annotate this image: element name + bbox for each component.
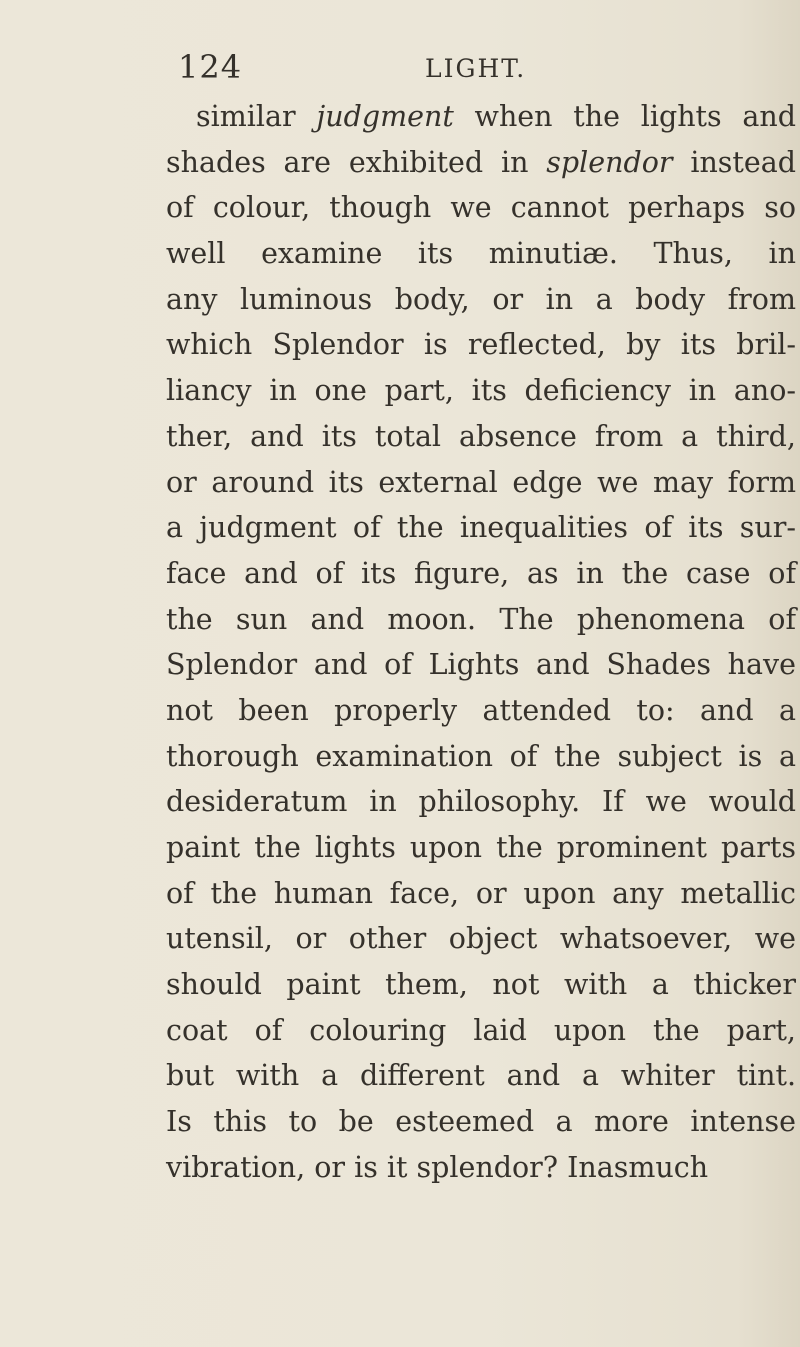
text-line: or around its external edge we may form bbox=[166, 465, 796, 499]
text-line: any luminous body, or in a body from bbox=[166, 282, 796, 316]
text-line: paint the lights upon the prominent parts bbox=[166, 831, 796, 864]
text-line: Splendor and of Lights and Shades have bbox=[166, 648, 796, 682]
text-line: desideratum in philosophy. If we would bbox=[166, 785, 796, 819]
text-line: the sun and moon. The phenomena of bbox=[166, 602, 796, 636]
text-line: Is this to be esteemed a more intense bbox=[166, 1105, 796, 1139]
text-line: should paint them, not with a thicker bbox=[166, 968, 796, 1002]
text-line: utensil, or other object whatsoever, we bbox=[166, 922, 796, 956]
body-text bbox=[166, 94, 796, 1191]
text-line: but with a different and a whiter tint. bbox=[166, 1059, 796, 1093]
italic-word: judgment bbox=[316, 100, 454, 133]
italic-word: splendor bbox=[546, 145, 673, 179]
text-line: well examine its minutiæ. Thus, in bbox=[166, 237, 796, 271]
text-line: not been properly attended to: and a bbox=[166, 693, 796, 727]
text-line: ther, and its total absence from a third, bbox=[166, 419, 796, 453]
text-line: of the human face, or upon any metallic bbox=[166, 876, 796, 910]
page-header bbox=[178, 48, 538, 92]
text-line: coat of colouring laid upon the part, bbox=[166, 1013, 796, 1047]
text-line: which Splendor is reflected, by its bril- bbox=[166, 328, 796, 362]
text-line: vibration, or is it splendor? Inasmuch bbox=[166, 1150, 709, 1184]
running-head: LIGHT. bbox=[425, 54, 527, 83]
text-line: a judgment of the inequalities of its sur- bbox=[166, 511, 796, 545]
text-line: of colour, though we cannot perhaps so bbox=[166, 191, 796, 225]
text-line: thorough examination of the subject is a bbox=[166, 739, 796, 773]
text-line: face and of its figure, as in the case of bbox=[166, 556, 796, 590]
text-line: liancy in one part, its deficiency in ano- bbox=[166, 374, 796, 408]
text-line: similar judgment when the lights and bbox=[196, 100, 797, 133]
text-line: shades are exhibited in splendor instead bbox=[166, 145, 796, 179]
page-number: 124 bbox=[178, 48, 243, 86]
